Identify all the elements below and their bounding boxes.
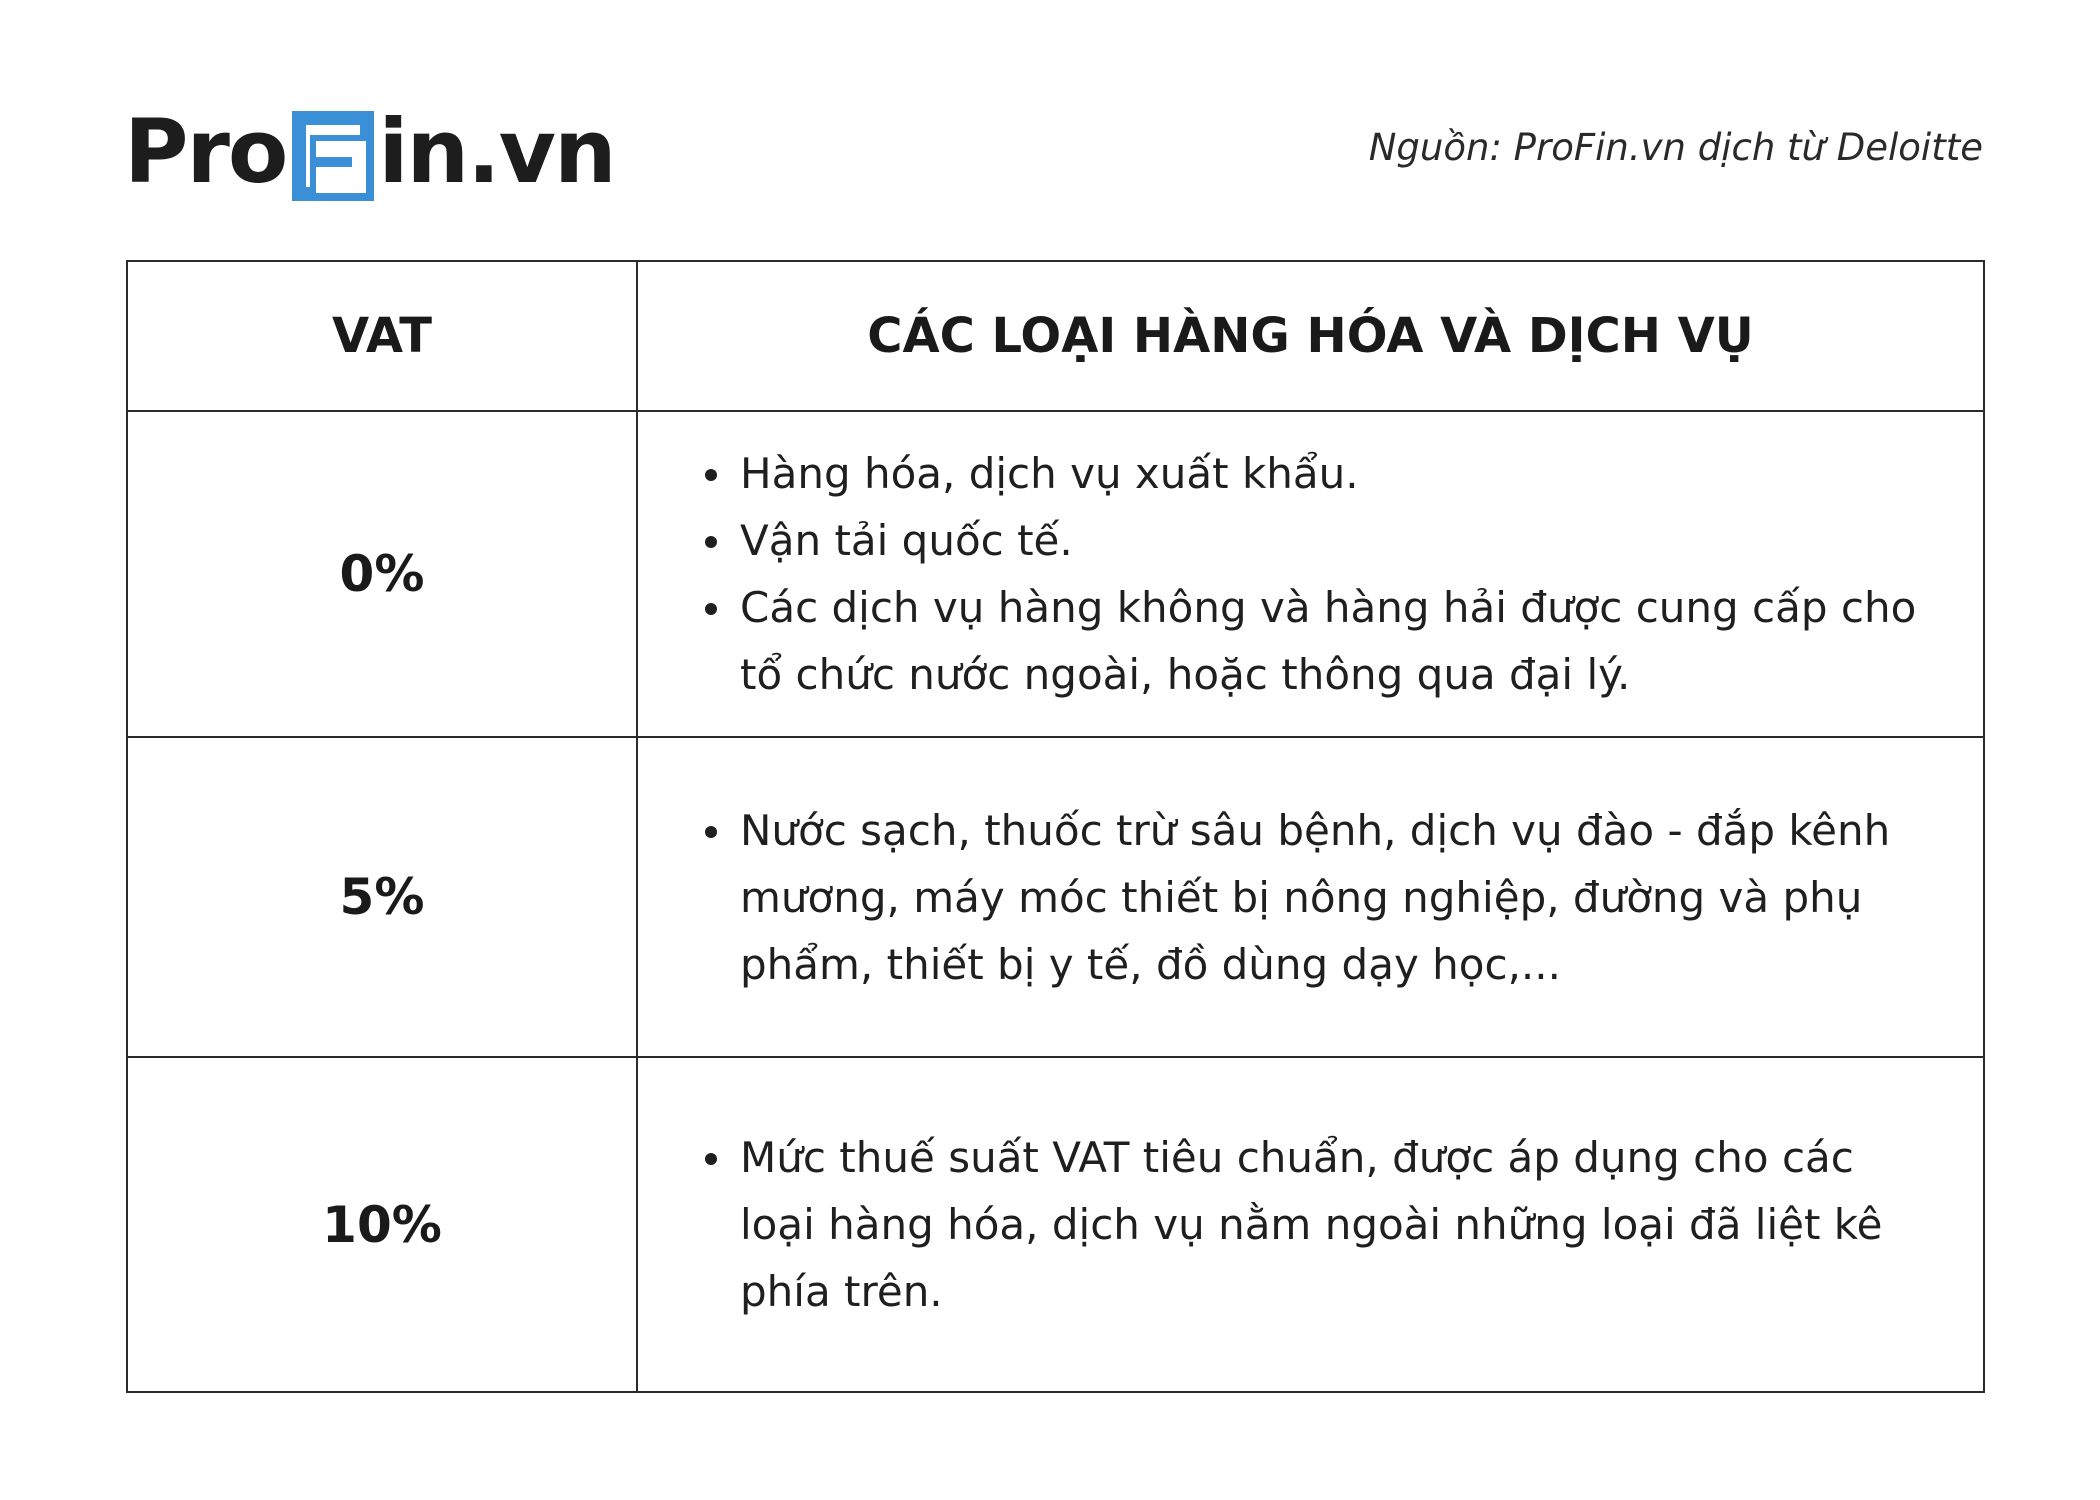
list-item: Nước sạch, thuốc trừ sâu bệnh, dịch vụ đào - đắp kênh mương, máy móc thiết bị nông nghiệp, đường và phụ phẩm, thiết bị y tế, đồ dùng dạy học,... [740,797,1923,998]
bullet-list [638,797,1983,998]
rate-cell: 5% [127,737,637,1057]
table-row [127,737,1984,1057]
logo-f-mark-icon [292,111,374,201]
bullet-list [638,440,1983,708]
header [0,0,2100,260]
list-item: Hàng hóa, dịch vụ xuất khẩu. [740,440,1923,507]
logo-text-left: Pro [124,100,287,203]
table-header-row [127,261,1984,411]
table-row [127,1057,1984,1392]
rate-cell: 0% [127,411,637,737]
items-cell [637,1057,1984,1392]
source-note: Nguồn: ProFin.vn dịch từ Deloitte [1368,126,1983,169]
items-cell [637,411,1984,737]
profin-logo [124,100,615,203]
table-row [127,411,1984,737]
bullet-list [638,1124,1983,1325]
header-vat: VAT [127,261,637,411]
logo-text-right: in.vn [378,100,615,203]
header-goods-services: CÁC LOẠI HÀNG HÓA VÀ DỊCH VỤ [637,261,1984,411]
list-item: Các dịch vụ hàng không và hàng hải được cung cấp cho tổ chức nước ngoài, hoặc thông qua đại lý. [740,574,1923,708]
items-cell [637,737,1984,1057]
rate-cell: 10% [127,1057,637,1392]
list-item: Mức thuế suất VAT tiêu chuẩn, được áp dụng cho các loại hàng hóa, dịch vụ nằm ngoài những loại đã liệt kê phía trên. [740,1124,1923,1325]
vat-rates-table [126,260,1985,1393]
list-item: Vận tải quốc tế. [740,507,1923,574]
